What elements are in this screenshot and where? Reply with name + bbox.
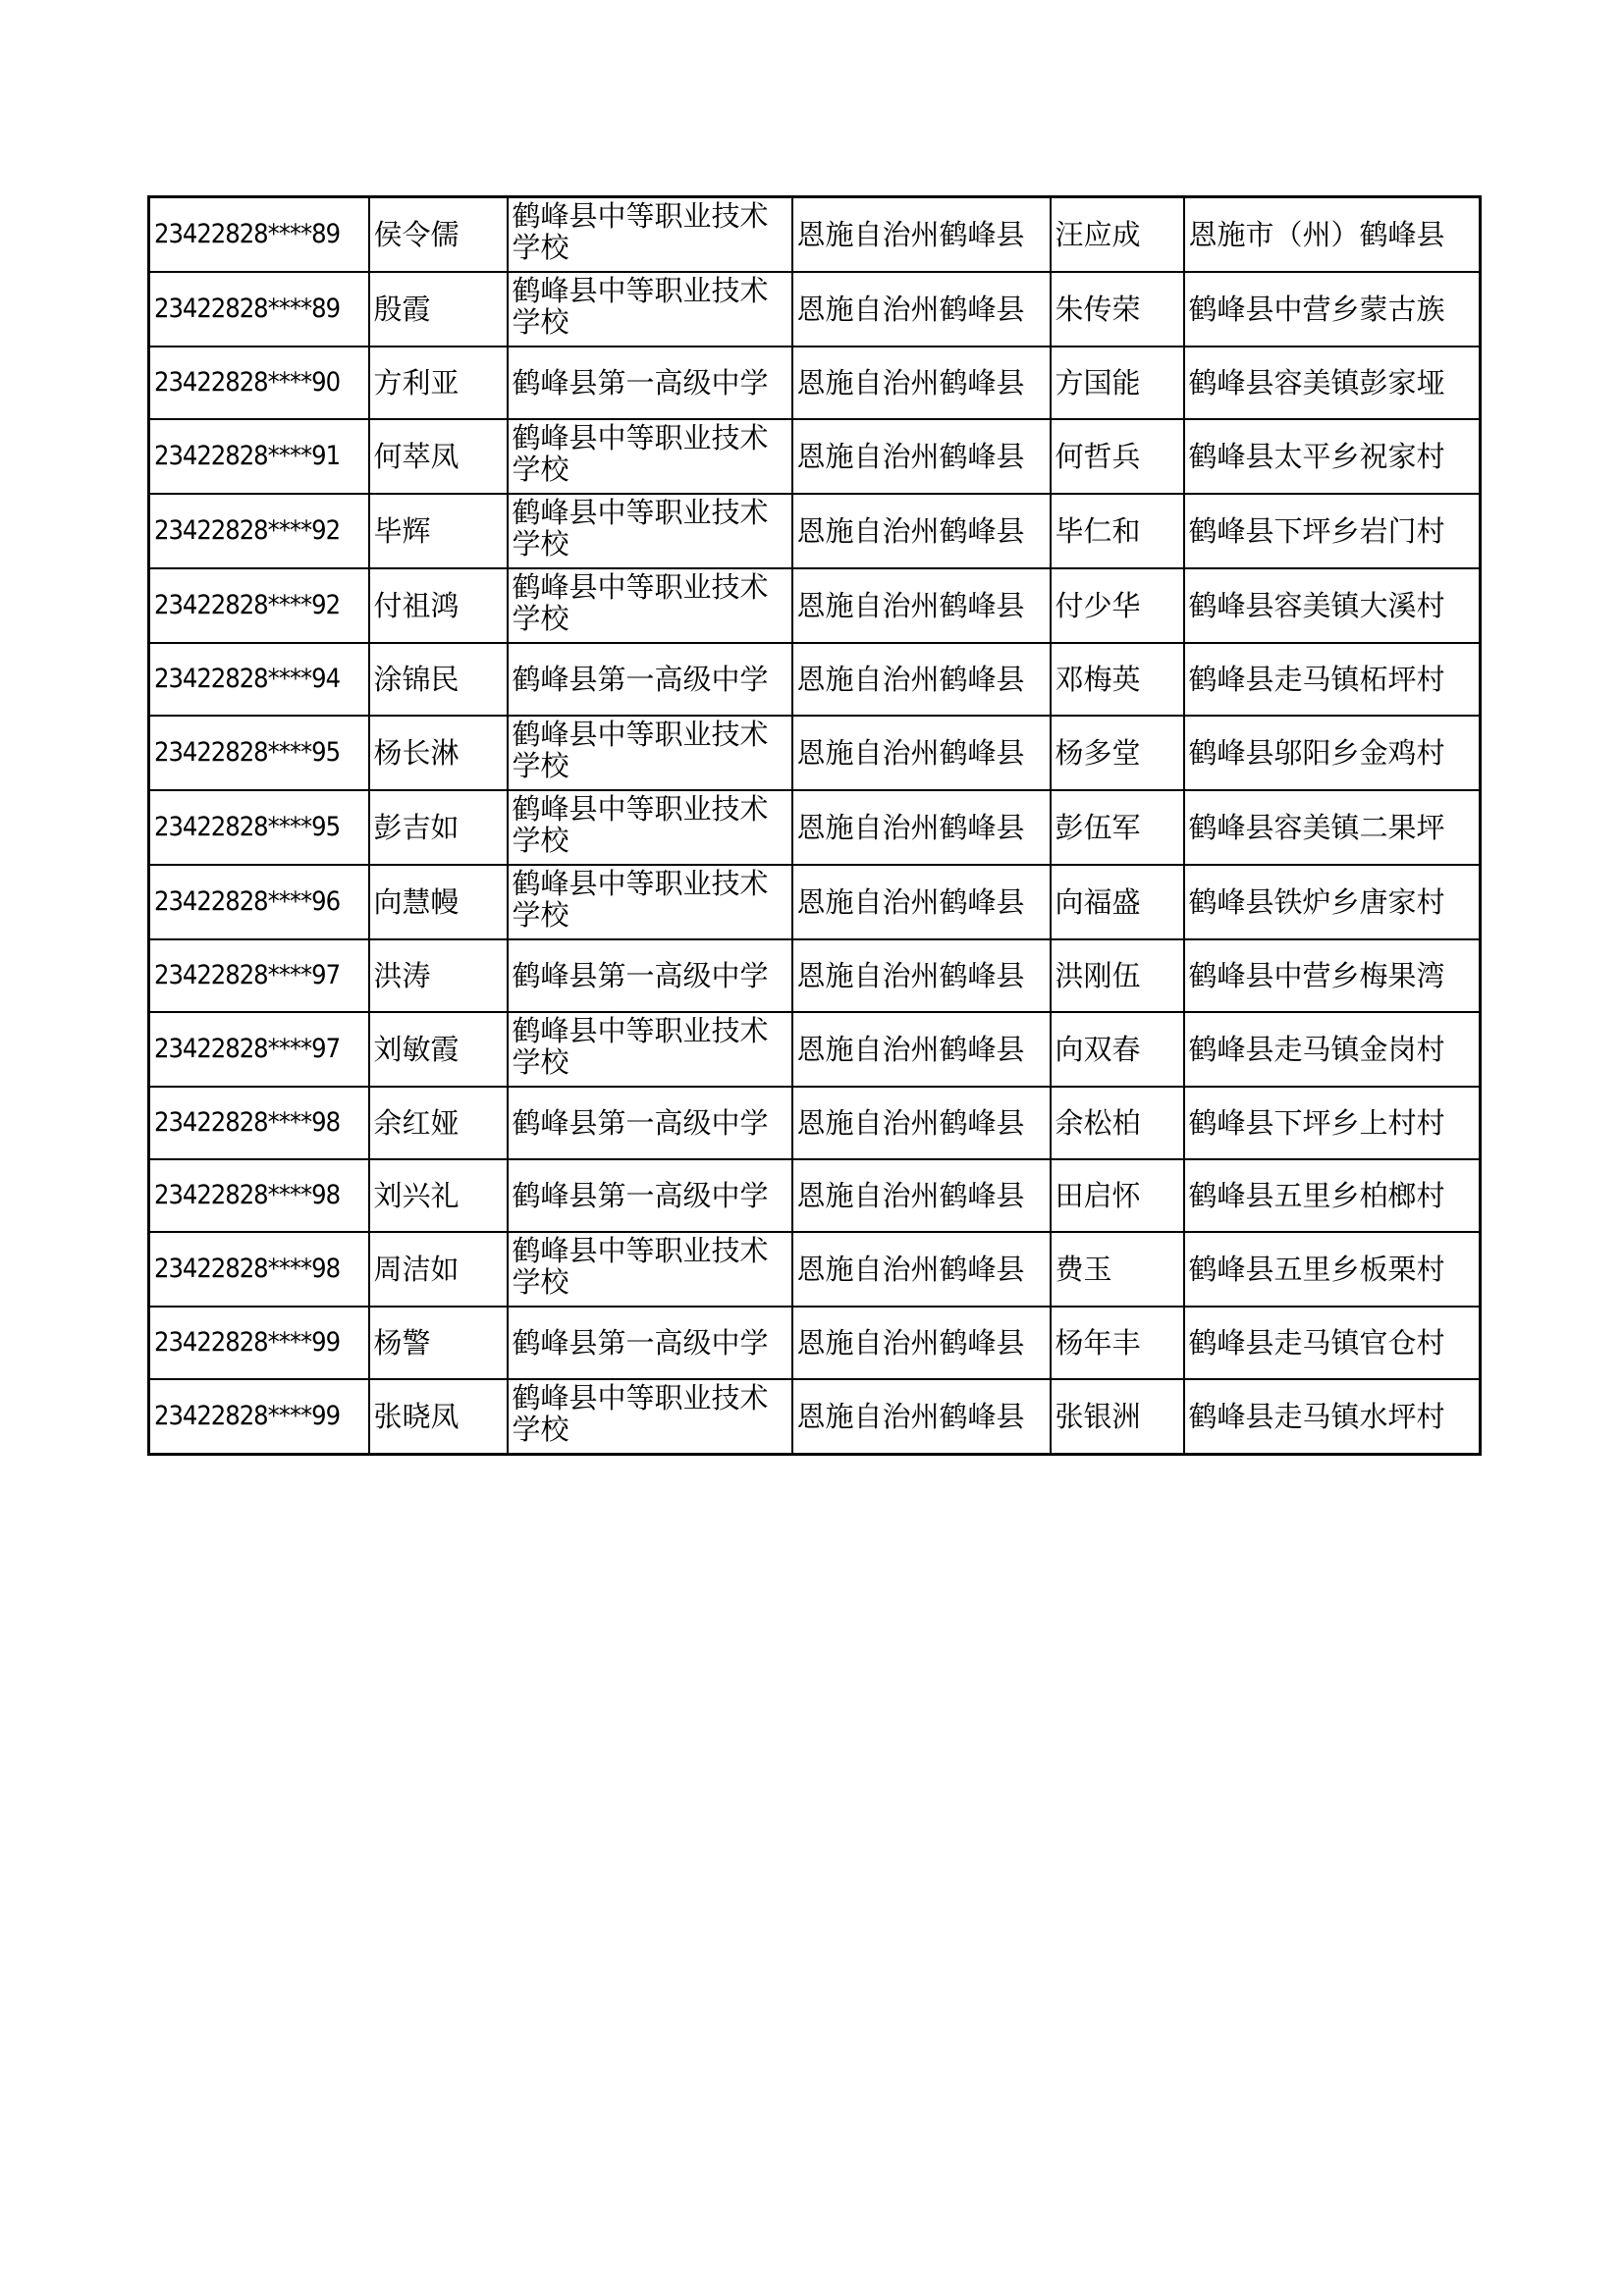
table-row: [149, 790, 1481, 865]
id-number-cell: 23422828****95: [149, 790, 369, 865]
guardian-cell: 彭伍军: [1051, 790, 1184, 865]
region-cell: 恩施自治州鹤峰县: [792, 643, 1051, 716]
address-cell: 鹤峰县容美镇二果坪: [1184, 790, 1481, 865]
name-cell: 周洁如: [369, 1232, 508, 1307]
guardian-cell: 何哲兵: [1051, 419, 1184, 494]
school-cell: 鹤峰县中等职业技术学校: [508, 272, 792, 347]
school-cell: 鹤峰县中等职业技术学校: [508, 1232, 792, 1307]
region-cell: 恩施自治州鹤峰县: [792, 1087, 1051, 1159]
name-cell: 彭吉如: [369, 790, 508, 865]
guardian-cell: 田启怀: [1051, 1159, 1184, 1232]
school-cell: 鹤峰县第一高级中学: [508, 939, 792, 1012]
table-row: [149, 1159, 1481, 1232]
id-number-cell: 23422828****92: [149, 494, 369, 568]
id-number-cell: 23422828****96: [149, 865, 369, 939]
region-cell: 恩施自治州鹤峰县: [792, 1159, 1051, 1232]
region-cell: 恩施自治州鹤峰县: [792, 419, 1051, 494]
address-cell: 鹤峰县走马镇柘坪村: [1184, 643, 1481, 716]
address-cell: 鹤峰县下坪乡上村村: [1184, 1087, 1481, 1159]
name-cell: 涂锦民: [369, 643, 508, 716]
name-cell: 付祖鸿: [369, 568, 508, 643]
guardian-cell: 费玉: [1051, 1232, 1184, 1307]
region-cell: 恩施自治州鹤峰县: [792, 1232, 1051, 1307]
id-number-cell: 23422828****91: [149, 419, 369, 494]
guardian-cell: 杨多堂: [1051, 716, 1184, 790]
school-cell: 鹤峰县中等职业技术学校: [508, 865, 792, 939]
school-cell: 鹤峰县中等职业技术学校: [508, 419, 792, 494]
region-cell: 恩施自治州鹤峰县: [792, 197, 1051, 273]
table-row: [149, 1232, 1481, 1307]
region-cell: 恩施自治州鹤峰县: [792, 1379, 1051, 1455]
table-row: [149, 419, 1481, 494]
table-row: [149, 347, 1481, 419]
table-row: [149, 1307, 1481, 1379]
address-cell: 鹤峰县走马镇官仓村: [1184, 1307, 1481, 1379]
id-number-cell: 23422828****98: [149, 1232, 369, 1307]
table-row: [149, 1379, 1481, 1455]
table-row: [149, 568, 1481, 643]
id-number-cell: 23422828****94: [149, 643, 369, 716]
school-cell: 鹤峰县中等职业技术学校: [508, 716, 792, 790]
name-cell: 余红娅: [369, 1087, 508, 1159]
region-cell: 恩施自治州鹤峰县: [792, 939, 1051, 1012]
address-cell: 鹤峰县容美镇彭家垭: [1184, 347, 1481, 419]
region-cell: 恩施自治州鹤峰县: [792, 494, 1051, 568]
id-number-cell: 23422828****97: [149, 1012, 369, 1087]
name-cell: 殷霞: [369, 272, 508, 347]
table-row: [149, 1087, 1481, 1159]
name-cell: 何萃凤: [369, 419, 508, 494]
guardian-cell: 邓梅英: [1051, 643, 1184, 716]
school-cell: 鹤峰县第一高级中学: [508, 347, 792, 419]
region-cell: 恩施自治州鹤峰县: [792, 716, 1051, 790]
table-row: [149, 939, 1481, 1012]
id-number-cell: 23422828****95: [149, 716, 369, 790]
records-table: [147, 195, 1482, 1456]
region-cell: 恩施自治州鹤峰县: [792, 1012, 1051, 1087]
id-number-cell: 23422828****89: [149, 197, 369, 273]
guardian-cell: 汪应成: [1051, 197, 1184, 273]
address-cell: 鹤峰县五里乡板栗村: [1184, 1232, 1481, 1307]
school-cell: 鹤峰县第一高级中学: [508, 643, 792, 716]
region-cell: 恩施自治州鹤峰县: [792, 1307, 1051, 1379]
id-number-cell: 23422828****89: [149, 272, 369, 347]
address-cell: 鹤峰县走马镇水坪村: [1184, 1379, 1481, 1455]
guardian-cell: 向福盛: [1051, 865, 1184, 939]
name-cell: 杨警: [369, 1307, 508, 1379]
address-cell: 鹤峰县五里乡柏榔村: [1184, 1159, 1481, 1232]
table-row: [149, 716, 1481, 790]
id-number-cell: 23422828****90: [149, 347, 369, 419]
name-cell: 向慧幔: [369, 865, 508, 939]
school-cell: 鹤峰县中等职业技术学校: [508, 1379, 792, 1455]
id-number-cell: 23422828****92: [149, 568, 369, 643]
name-cell: 侯令儒: [369, 197, 508, 273]
name-cell: 刘敏霞: [369, 1012, 508, 1087]
name-cell: 洪涛: [369, 939, 508, 1012]
school-cell: 鹤峰县第一高级中学: [508, 1159, 792, 1232]
address-cell: 鹤峰县下坪乡岩门村: [1184, 494, 1481, 568]
id-number-cell: 23422828****98: [149, 1159, 369, 1232]
region-cell: 恩施自治州鹤峰县: [792, 347, 1051, 419]
table-row: [149, 865, 1481, 939]
address-cell: 鹤峰县走马镇金岗村: [1184, 1012, 1481, 1087]
school-cell: 鹤峰县中等职业技术学校: [508, 197, 792, 273]
address-cell: 鹤峰县中营乡梅果湾: [1184, 939, 1481, 1012]
guardian-cell: 向双春: [1051, 1012, 1184, 1087]
school-cell: 鹤峰县中等职业技术学校: [508, 790, 792, 865]
address-cell: 鹤峰县中营乡蒙古族: [1184, 272, 1481, 347]
address-cell: 鹤峰县铁炉乡唐家村: [1184, 865, 1481, 939]
school-cell: 鹤峰县第一高级中学: [508, 1307, 792, 1379]
id-number-cell: 23422828****98: [149, 1087, 369, 1159]
id-number-cell: 23422828****97: [149, 939, 369, 1012]
school-cell: 鹤峰县第一高级中学: [508, 1087, 792, 1159]
address-cell: 鹤峰县邬阳乡金鸡村: [1184, 716, 1481, 790]
guardian-cell: 张银洲: [1051, 1379, 1184, 1455]
records-table-body: [149, 197, 1481, 1455]
address-cell: 鹤峰县太平乡祝家村: [1184, 419, 1481, 494]
guardian-cell: 杨年丰: [1051, 1307, 1184, 1379]
id-number-cell: 23422828****99: [149, 1307, 369, 1379]
table-row: [149, 1012, 1481, 1087]
table-row: [149, 272, 1481, 347]
name-cell: 毕辉: [369, 494, 508, 568]
school-cell: 鹤峰县中等职业技术学校: [508, 494, 792, 568]
guardian-cell: 毕仁和: [1051, 494, 1184, 568]
guardian-cell: 洪刚伍: [1051, 939, 1184, 1012]
name-cell: 张晓凤: [369, 1379, 508, 1455]
region-cell: 恩施自治州鹤峰县: [792, 790, 1051, 865]
name-cell: 刘兴礼: [369, 1159, 508, 1232]
region-cell: 恩施自治州鹤峰县: [792, 865, 1051, 939]
table-row: [149, 197, 1481, 273]
region-cell: 恩施自治州鹤峰县: [792, 568, 1051, 643]
guardian-cell: 余松柏: [1051, 1087, 1184, 1159]
guardian-cell: 付少华: [1051, 568, 1184, 643]
address-cell: 鹤峰县容美镇大溪村: [1184, 568, 1481, 643]
guardian-cell: 朱传荣: [1051, 272, 1184, 347]
table-row: [149, 643, 1481, 716]
region-cell: 恩施自治州鹤峰县: [792, 272, 1051, 347]
guardian-cell: 方国能: [1051, 347, 1184, 419]
name-cell: 方利亚: [369, 347, 508, 419]
id-number-cell: 23422828****99: [149, 1379, 369, 1455]
name-cell: 杨长淋: [369, 716, 508, 790]
school-cell: 鹤峰县中等职业技术学校: [508, 1012, 792, 1087]
address-cell: 恩施市（州）鹤峰县: [1184, 197, 1481, 273]
school-cell: 鹤峰县中等职业技术学校: [508, 568, 792, 643]
table-row: [149, 494, 1481, 568]
